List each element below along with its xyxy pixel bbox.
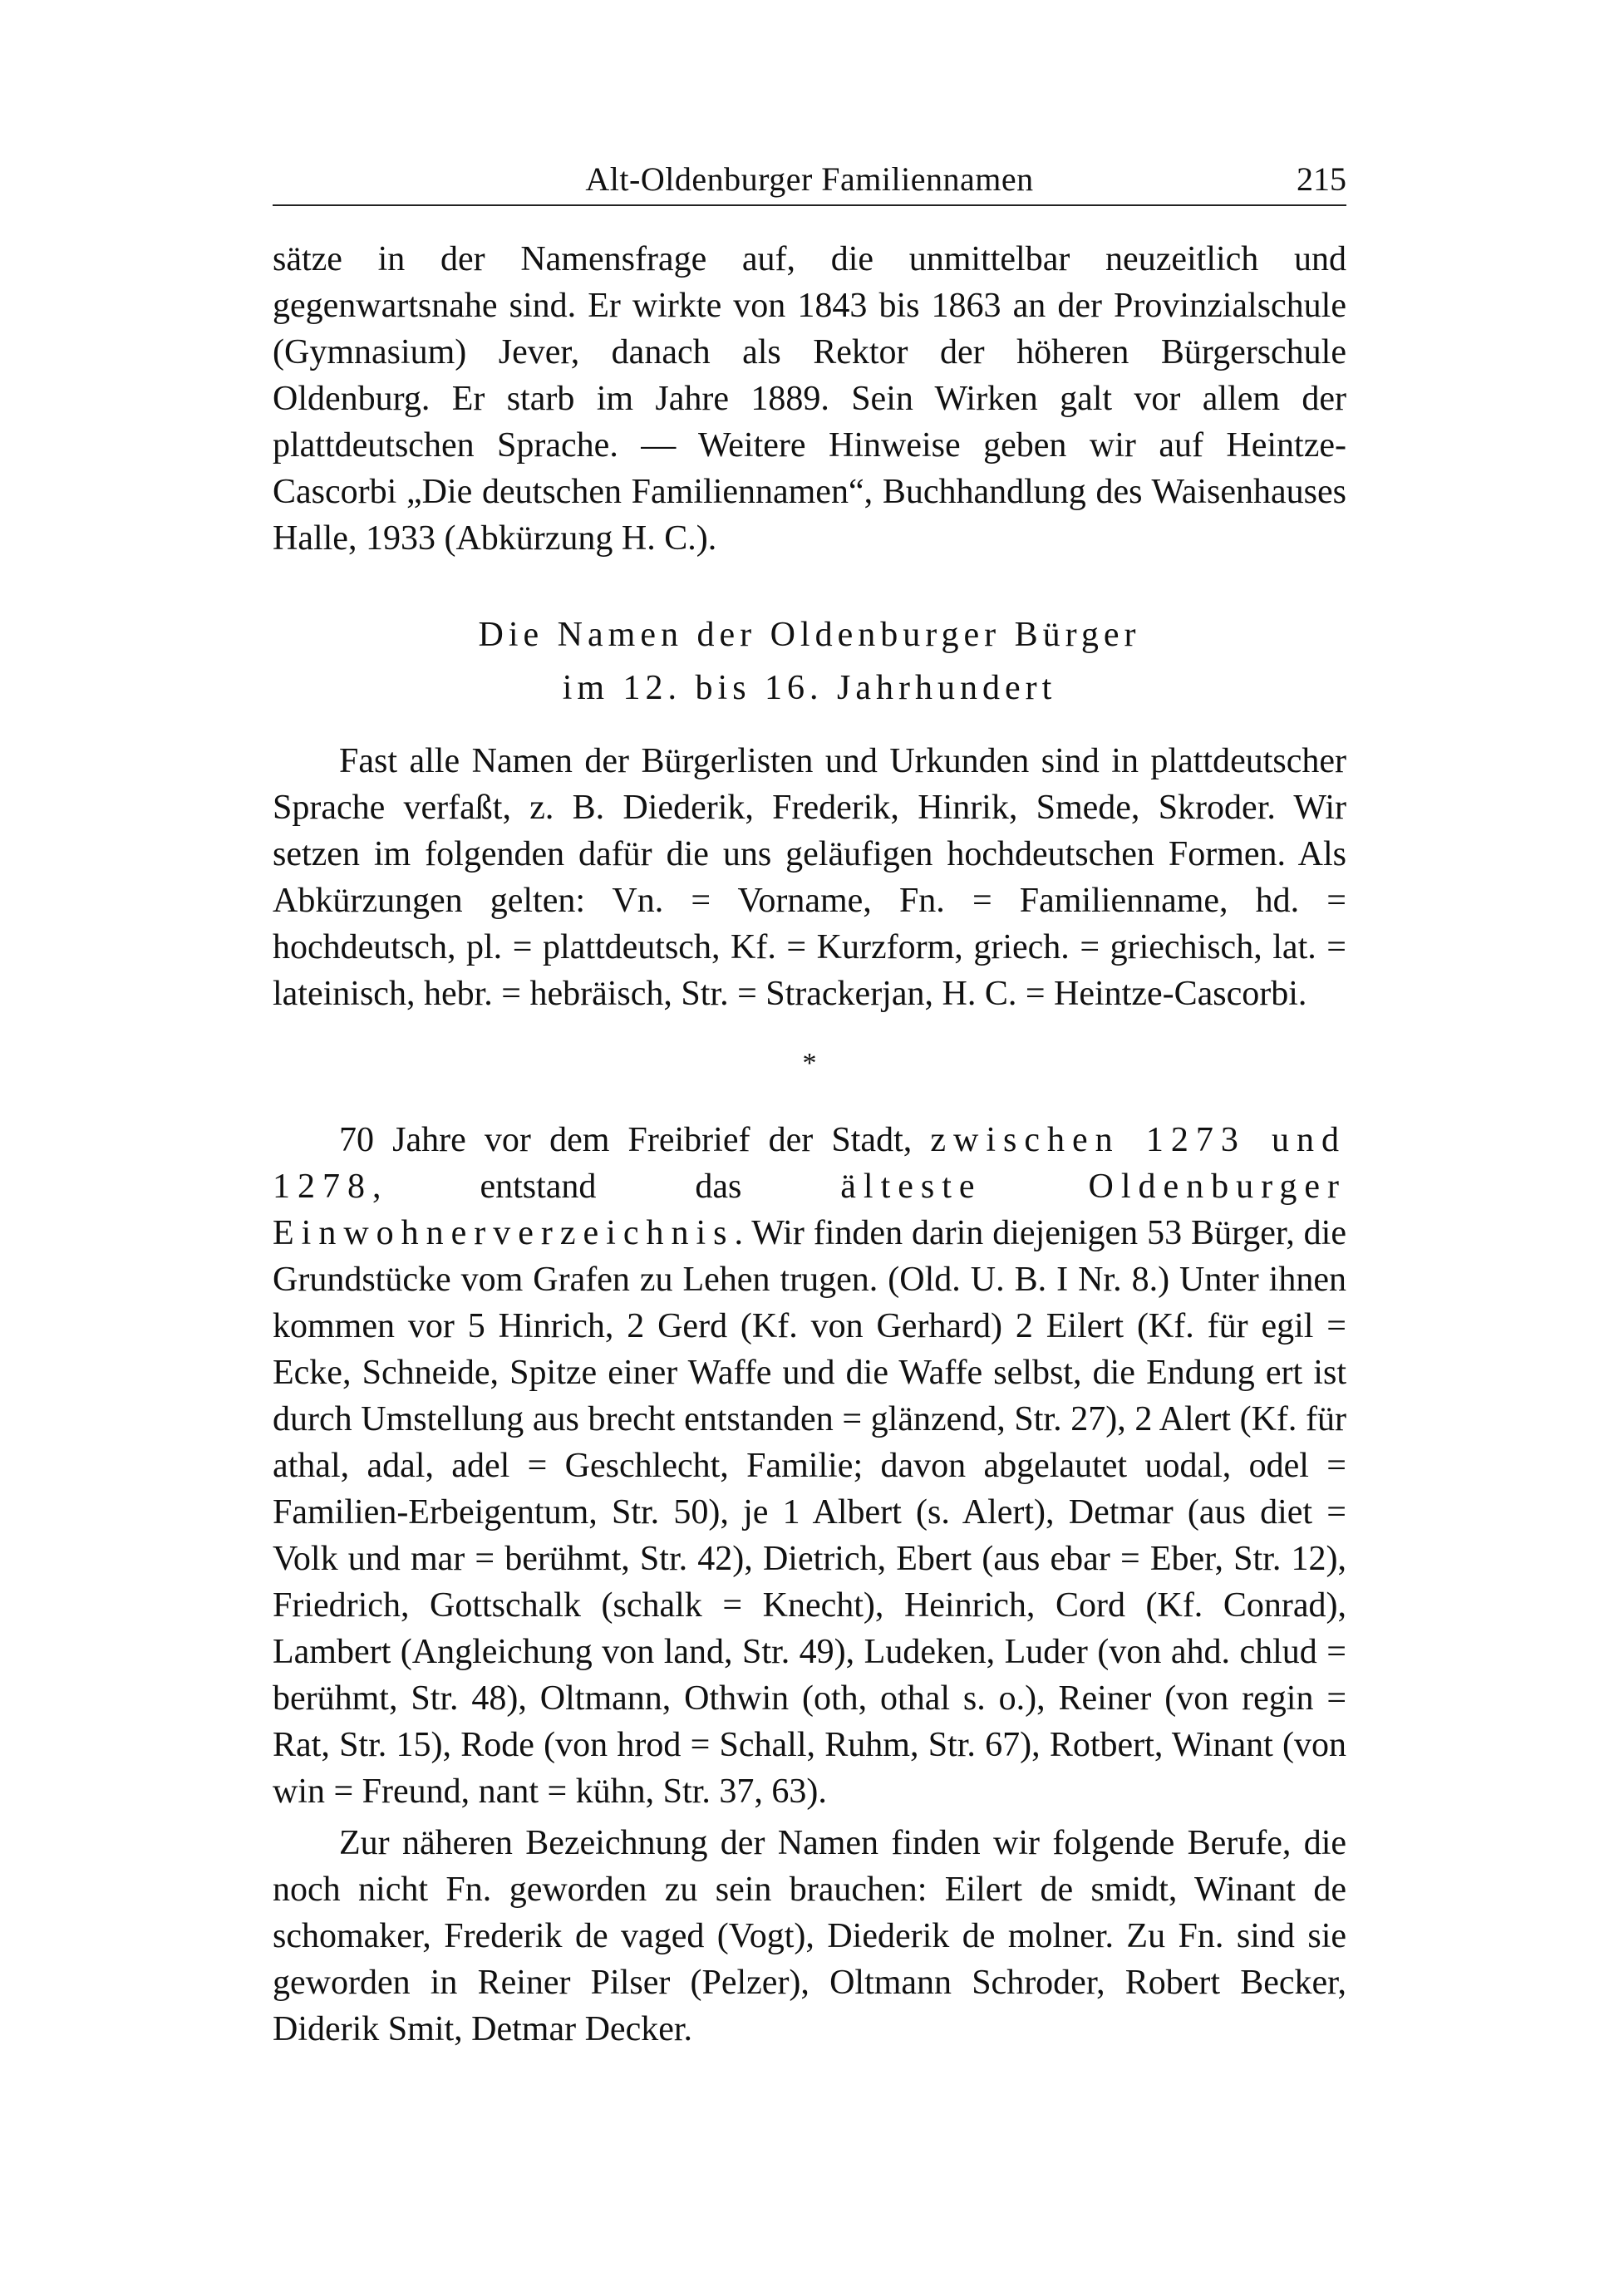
abbreviations-paragraph: Fast alle Namen der Bürgerlisten und Urkunden sind in plattdeutscher Sprache verfaßt, z. B. Diederik, Frederik, Hinrik, Smede, Skroder. Wir setzen im folgenden dafür die uns geläufigen hochdeutschen Formen. Als Abkürzungen gelten: Vn. = Vorname, Fn. = Familienname, hd. = hochdeutsch, pl. = plattdeutsch, Kf. = Kurzform, griech. = griechisch, lat. = lateinisch, hebr. = hebräisch, Str. = Strackerjan, H. C. = Heintze-Cascorbi. <box>273 742 1346 1013</box>
section-heading <box>273 608 1346 715</box>
asterisk-ornament: * <box>802 1048 817 1079</box>
register-text-3: . Wir finden darin diejenigen 53 Bürger, die Grundstücke vom Grafen zu Lehen trugen. (Old. U. B. I Nr. 8.) Unter ihnen kommen vor 5 Hinrich, 2 Gerd (Kf. von Gerhard) 2 Eilert (Kf. für egil = Ecke, Schneide, Spitze einer Waffe und die Waffe selbst, die Endung ert ist durch Umstellung aus brecht entstanden = glänzend, Str. 27), 2 Alert (Kf. für athal, adal, adel = Geschlecht, Familie; davon abgelautet uodal, odel = Familien-Erbeigentum, Str. 50), je 1 Albert (s. Alert), Detmar (aus diet = Volk und mar = berühmt, Str. 42), Dietrich, Ebert (aus ebar = Eber, Str. 12), Friedrich, Gottschalk (schalk = Knecht), Heinrich, Cord (Kf. Conrad), Lambert (Angleichung von land, Str. 49), Ludeken, Luder (von ahd. chlud = berühmt, Str. 48), Oltmann, Othwin (oth, othal s. o.), Reiner (von regin = Rat, Str. 15), Rode (von hrod = Schall, Ruhm, Str. 67), Rotbert, Winant (von win = Freund, nant = kühn, Str. 37, 63). <box>273 1214 1346 1811</box>
register-text-1: 70 Jahre vor dem Freibrief der Stadt, <box>339 1121 931 1159</box>
section-heading-line-2: im 12. bis 16. Jahrhundert <box>562 669 1057 707</box>
running-title: Alt-Oldenburger Familiennamen <box>585 160 1034 198</box>
register-emphasis-dates: zwischen 1273 und 1278 <box>273 1121 1346 1206</box>
running-header <box>273 150 1346 208</box>
header-rule <box>273 204 1346 206</box>
register-paragraph <box>273 1117 1346 1815</box>
register-text-2: , entstand das <box>372 1168 841 1206</box>
professions-paragraph: Zur näheren Bezeichnung der Namen finden wir folgende Berufe, die noch nicht Fn. geworden zu sein brauchen: Eilert de smidt, Winant de schomaker, Frederik de vaged (Vogt), Diederik de molner. Zu Fn. sind sie geworden in Reiner Pilser (Pelzer), Oltmann Schroder, Robert Becker, Diderik Smit, Detmar Decker. <box>273 1824 1346 2048</box>
body-text <box>273 236 1346 2053</box>
intro-paragraph: sätze in der Namensfrage auf, die unmittelbar neuzeitlich und gegenwartsnahe sind. Er wirkte von 1843 bis 1863 an der Provinzialschule (Gymnasium) Jever, danach als Rektor der höheren Bürgerschule Oldenburg. Er starb im Jahre 1889. Sein Wirken galt vor allem der plattdeutschen Sprache. — Weitere Hinweise geben wir auf Heintze-Cascorbi „Die deutschen Familiennamen“, Buchhandlung des Waisenhauses Halle, 1933 (Abkürzung H. C.). <box>273 240 1346 558</box>
register-emphasis-title: älteste Oldenburger Einwohnerverzeichnis <box>273 1168 1346 1252</box>
page-number: 215 <box>1297 160 1346 198</box>
section-heading-line-1: Die Namen der Oldenburger Bürger <box>478 616 1141 654</box>
